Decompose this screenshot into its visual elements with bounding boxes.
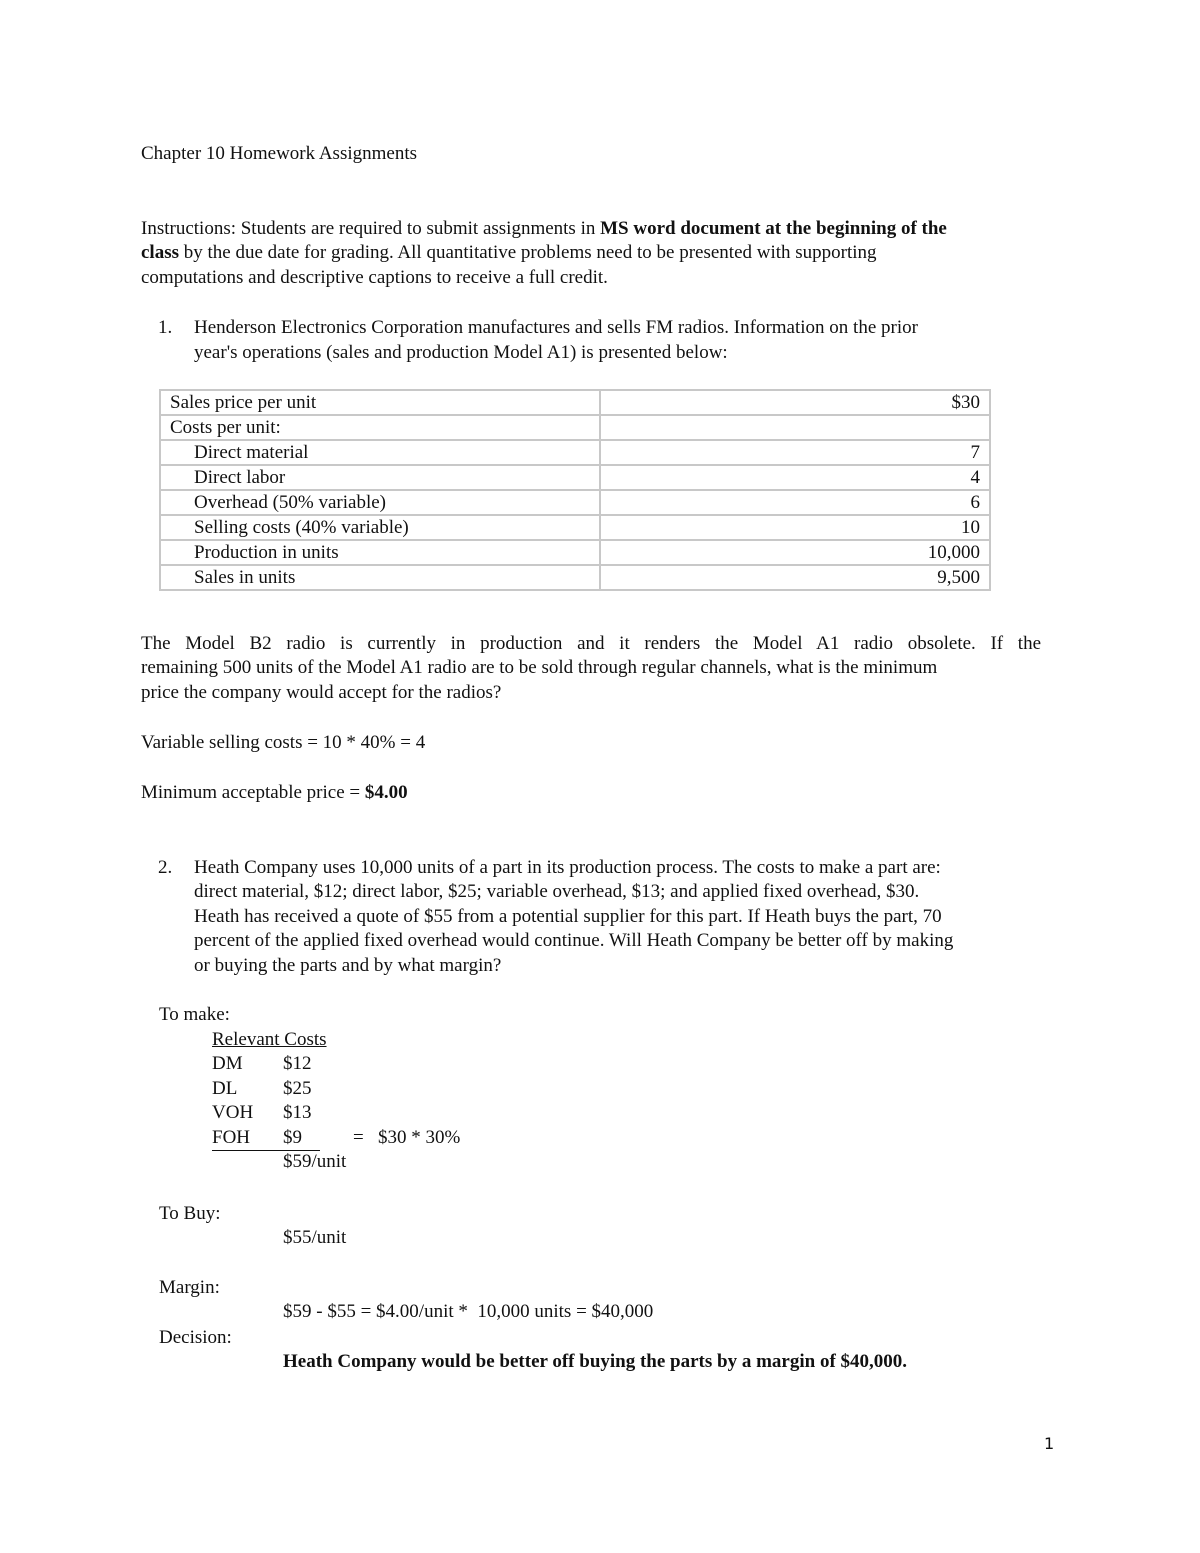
problem-2-text-line-1: Heath Company uses 10,000 units of a part in its production process. The costs to make a part are: bbox=[194, 857, 941, 878]
instructions-rest: by the due date for grading. All quantitative problems need to be presented with supporting bbox=[179, 242, 877, 263]
problem-2-text-line-4: percent of the applied fixed overhead would continue. Will Heath Company be better off by making bbox=[194, 930, 954, 951]
table-cell-value: $30 bbox=[600, 390, 990, 415]
table-row bbox=[160, 415, 990, 440]
table-row bbox=[160, 565, 990, 590]
table-cell-label: Sales price per unit bbox=[160, 390, 600, 415]
table-row bbox=[160, 540, 990, 565]
decision-text: Heath Company would be better off buying the parts by a margin of $40,000. bbox=[283, 1351, 908, 1372]
problem-1-calculation: Variable selling costs = 10 * 40% = 4 bbox=[141, 732, 426, 753]
cost-amount-foh: $9 bbox=[283, 1127, 302, 1148]
table-cell-label: Direct material bbox=[160, 440, 600, 465]
problem-1-text-line-1: Henderson Electronics Corporation manufactures and sells FM radios. Information on the prior bbox=[194, 317, 918, 338]
problem-2-number: 2. bbox=[158, 857, 173, 878]
answer-value: $4.00 bbox=[364, 782, 408, 803]
problem-1-question-line-3: price the company would accept for the radios? bbox=[141, 682, 502, 703]
instructions-line-1 bbox=[141, 218, 947, 240]
cost-code-dl: DL bbox=[212, 1078, 238, 1099]
cost-amount-dl: $25 bbox=[283, 1078, 312, 1099]
decision-label: Decision: bbox=[159, 1327, 232, 1348]
table-cell-value: 6 bbox=[600, 490, 990, 515]
table-cell-label: Costs per unit: bbox=[160, 415, 600, 440]
to-make-label: To make: bbox=[159, 1004, 230, 1025]
table-cell-label: Production in units bbox=[160, 540, 600, 565]
problem-1-text-line-2: year's operations (sales and production Model A1) is presented below: bbox=[194, 342, 728, 363]
table-cell-value: 10 bbox=[600, 515, 990, 540]
cost-code-foh: FOH bbox=[212, 1127, 251, 1148]
relevant-costs-heading: Relevant Costs bbox=[212, 1029, 327, 1050]
cost-code-dm: DM bbox=[212, 1053, 243, 1074]
table-cell-label: Overhead (50% variable) bbox=[160, 490, 600, 515]
problem-1-question-line-2: remaining 500 units of the Model A1 radio are to be sold through regular channels, what is the minimum bbox=[141, 657, 938, 678]
table-row bbox=[160, 390, 990, 415]
cost-code-voh: VOH bbox=[212, 1102, 254, 1123]
cost-data-table bbox=[159, 389, 991, 591]
table-row bbox=[160, 515, 990, 540]
page-title: Chapter 10 Homework Assignments bbox=[141, 143, 418, 164]
problem-1-number: 1. bbox=[158, 317, 173, 338]
instructions-line-3: computations and descriptive captions to receive a full credit. bbox=[141, 267, 608, 288]
to-buy-label: To Buy: bbox=[159, 1203, 221, 1224]
table-cell-value bbox=[600, 415, 990, 440]
problem-2-text-line-5: or buying the parts and by what margin? bbox=[194, 955, 502, 976]
table-cell-label: Sales in units bbox=[160, 565, 600, 590]
page-number: 1 bbox=[1044, 1434, 1055, 1453]
foh-note: = $30 * 30% bbox=[353, 1127, 461, 1148]
cost-amount-voh: $13 bbox=[283, 1102, 312, 1123]
table-cell-value: 4 bbox=[600, 465, 990, 490]
instructions-lead: Instructions: Students are required to submit assignments in bbox=[141, 218, 601, 239]
table-cell-label: Direct labor bbox=[160, 465, 600, 490]
problem-2-text-line-3: Heath has received a quote of $55 from a potential supplier for this part. If Heath buys the part, 70 bbox=[194, 906, 942, 927]
table-row bbox=[160, 490, 990, 515]
instructions-emphasis-class: class bbox=[141, 242, 179, 263]
margin-label: Margin: bbox=[159, 1277, 220, 1298]
problem-2-text-line-2: direct material, $12; direct labor, $25; variable overhead, $13; and applied fixed overhead, $30. bbox=[194, 881, 920, 902]
cost-amount-dm: $12 bbox=[283, 1053, 312, 1074]
table-row bbox=[160, 440, 990, 465]
table-cell-value: 9,500 bbox=[600, 565, 990, 590]
buy-total: $55/unit bbox=[283, 1227, 347, 1248]
make-total: $59/unit bbox=[283, 1151, 347, 1172]
table-cell-value: 10,000 bbox=[600, 540, 990, 565]
instructions-emphasis: MS word document at the beginning of the bbox=[600, 218, 947, 239]
table-row bbox=[160, 465, 990, 490]
table-cell-label: Selling costs (40% variable) bbox=[160, 515, 600, 540]
margin-calculation: $59 - $55 = $4.00/unit * 10,000 units = $40,000 bbox=[283, 1301, 654, 1322]
answer-label: Minimum acceptable price = bbox=[141, 782, 365, 803]
problem-1-answer bbox=[141, 782, 408, 804]
problem-1-question-line-1: The Model B2 radio is currently in production and it renders the Model A1 radio obsolete. If the bbox=[141, 633, 1041, 654]
instructions-line-2 bbox=[141, 242, 877, 264]
table-cell-value: 7 bbox=[600, 440, 990, 465]
